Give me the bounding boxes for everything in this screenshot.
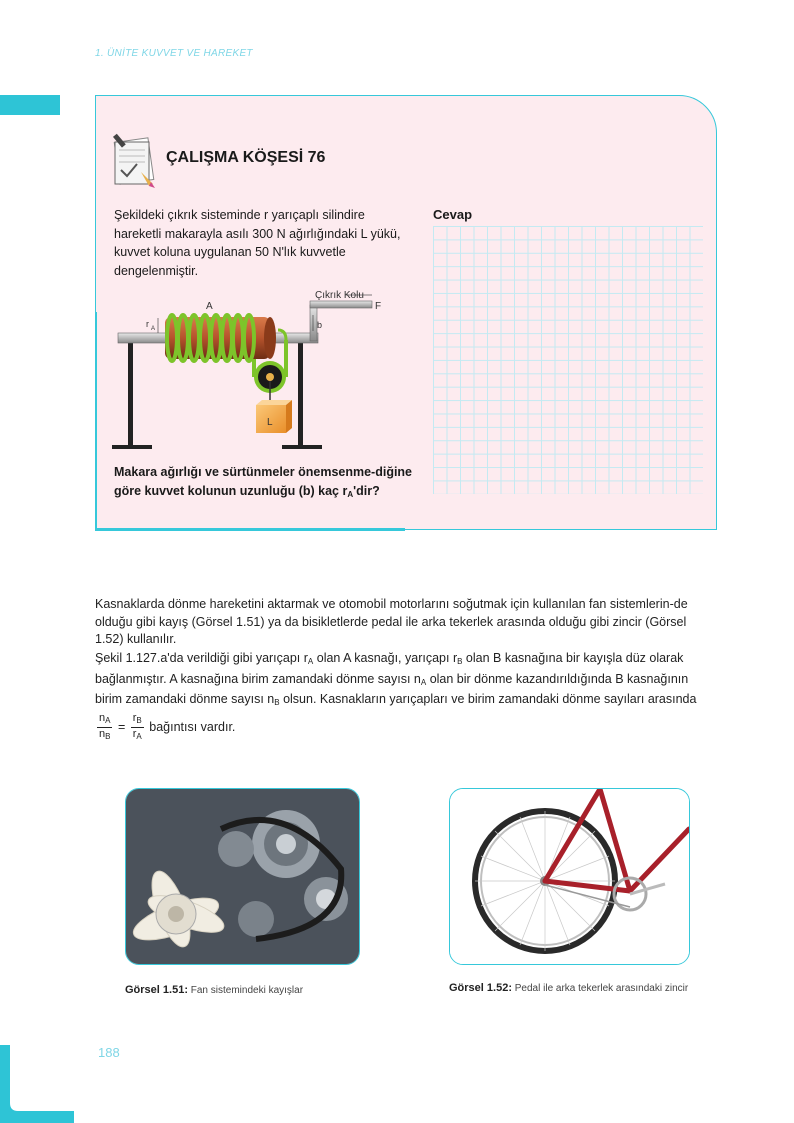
equals-sign: =: [117, 719, 126, 734]
paragraph-1: Kasnaklarda dönme hareketini aktarmak ve otomobil motorlarını soğutmak için kullanılan fan sistemlerin-de olduğu gibi kayış (Görsel 1.51) ya da bisikletlerde pedal ile arka tekerlek arasında olduğu gibi zincir (Görsel 1.52) kullanılır.: [95, 597, 688, 646]
caption-figure-152: Görsel 1.52: Pedal ile arka tekerlek arasındaki zincir: [449, 982, 689, 994]
notebook-pencil-icon: [111, 132, 157, 190]
answer-grid[interactable]: [433, 226, 703, 494]
radius-label: r: [146, 319, 149, 329]
unit-header: 1. ÜNİTE KUVVET VE HAREKET: [95, 48, 253, 59]
bicycle-image: [450, 789, 689, 964]
engine-photo: [125, 788, 360, 965]
section-tab: [0, 95, 60, 115]
fraction-n: $\frac{n_A}{n_B}$: [99, 711, 111, 741]
windlass-diagram: [110, 285, 410, 460]
question-text: Şekildeki çıkrık sisteminde r yarıçaplı silindire hareketli makarayla asılı 300 N ağırlığındaki L yükü, kuvvet koluna uygulanan 50 N'lık kuvvetle dengelenmiştir.: [114, 208, 401, 278]
force-label: F: [375, 301, 382, 312]
pulley-a-label: A: [206, 301, 213, 312]
fraction-r: $\frac{r_B}{r_A}$: [132, 711, 142, 741]
box-title: ÇALIŞMA KÖŞESİ 76: [166, 149, 326, 166]
bicycle-photo: [449, 788, 690, 965]
box-accent-line: [95, 312, 97, 530]
load-label: L: [267, 417, 273, 428]
arm-length-label: b: [317, 320, 323, 330]
answer-label: Cevap: [433, 207, 473, 222]
crank-label: Çıkrık Kolu: [315, 290, 364, 301]
page-number: 188: [98, 1045, 120, 1060]
paragraph-2: Şekil 1.127.a'da verildiği gibi yarıçapı $r_A$ olan A kasnağı, yarıçapı $r_B$ olan B kasnağına bir kayışla düz olarak bağlanmıştır. A kasnağına birim zamandaki dönme sayısı $n_A$ olan bir dönme kazandırıldığında B kasnağının birim zamandaki dönme sayısı $n_B$ olsun. Kasnakların yarıçapları ve birim zamandaki dönme sayıları arasında $\frac{n_A}{n_B}$ = $\frac{r_B}{r_A}$ bağıntısı vardır.: [95, 651, 697, 741]
bottom-question: Makara ağırlığı ve sürtünmeler önemsenme-diğine göre kuvvet kolunun uzunluğu (b) kaç $r_A'dir$?: [114, 465, 413, 499]
page-corner-decoration: [0, 1045, 74, 1123]
radius-sub-label: A: [151, 326, 156, 332]
engine-fan-image: [126, 789, 359, 964]
caption-figure-151: Görsel 1.51: Fan sistemindeki kayışlar: [125, 984, 304, 996]
box-bottom-accent: [95, 528, 405, 531]
